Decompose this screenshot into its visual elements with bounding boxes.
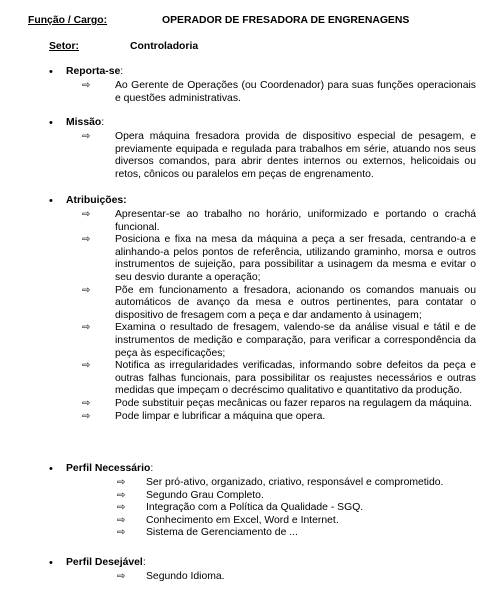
arrow-right-icon: ⇨ — [82, 131, 91, 142]
bullet-icon: • — [49, 557, 53, 569]
section-title: Missão: — [66, 117, 105, 128]
bullet-icon: • — [49, 66, 53, 78]
sector-label: Setor: — [49, 41, 80, 52]
arrow-right-icon: ⇨ — [117, 502, 126, 514]
section-perfil-necessario — [0, 463, 500, 540]
list-item: ⇨ Notifica as irregularidades verificadas, informando sobre defeitos da peça e outras falhas funcionais, para possibilitar os reajustes necessários e outras medidas que impeçam o decréscimo qualitativo e quantitativo da produção. — [82, 360, 476, 397]
list-item: ⇨ Sistema de Gerenciamento de ... — [117, 527, 298, 539]
bullet-icon: • — [49, 463, 53, 475]
arrow-right-icon: ⇨ — [82, 410, 91, 422]
job-title-value: OPERADOR DE FRESADORA DE ENGRENAGENS — [162, 15, 410, 26]
section-atribuicoes — [0, 195, 500, 423]
bullet-icon: • — [49, 117, 53, 129]
arrow-right-icon: ⇨ — [82, 80, 91, 91]
arrow-right-icon: ⇨ — [82, 397, 91, 409]
arrow-right-icon: ⇨ — [82, 234, 91, 246]
sector-row — [16, 41, 490, 55]
list-item: ⇨ Ser pró-ativo, organizado, criativo, responsável e comprometido. — [117, 477, 444, 488]
section-title: Perfil Necessário: — [66, 463, 154, 474]
list-item: ⇨ Põe em funcionamento a fresadora, acionando os comandos manuais ou automáticos de avanço da mesa e outros pertinentes, para contatar o dispositivo de fresagem com a peça e dar andamento à usinagem; — [82, 284, 476, 321]
arrow-right-icon: ⇨ — [82, 322, 91, 334]
arrow-right-icon: ⇨ — [117, 527, 126, 539]
arrow-right-icon: ⇨ — [117, 489, 126, 501]
section-title: Atribuições: — [66, 195, 127, 206]
job-title-row — [16, 15, 490, 29]
section-missao — [0, 117, 500, 181]
job-title-label: Função / Cargo: — [28, 15, 108, 26]
section-title: Perfil Desejável: — [66, 557, 146, 568]
arrow-right-icon: ⇨ — [117, 571, 126, 582]
list-item: ⇨ Integração com a Política da Qualidade - SGQ. — [117, 502, 364, 514]
list-item: ⇨ Ao Gerente de Operações (ou Coordenador) para suas funções operacionais e questões administrativas. — [82, 80, 476, 104]
arrow-right-icon: ⇨ — [117, 514, 126, 526]
list-item: ⇨ Conhecimento em Excel, Word e Internet. — [117, 514, 339, 526]
list-item: ⇨ Pode limpar e lubrificar a máquina que opera. — [82, 410, 326, 422]
list-item: ⇨ Pode substituir peças mecânicas ou fazer reparos na regulagem da máquina. — [82, 397, 472, 409]
list-item: ⇨ Posiciona e fixa na mesa da máquina a peça a ser fresada, centrando-a e alinhando-a pelos pontos de referência, utilizando graminho, morsa e outros instrumentos de sujeição, para possibilitar a usinagem da mesma e evitar o seu desvio durante a operação; — [82, 234, 476, 283]
section-reporta — [0, 66, 500, 105]
list-item: ⇨ Apresentar-se ao trabalho no horário, uniformizado e portando o crachá funcional. — [82, 209, 476, 233]
arrow-right-icon: ⇨ — [82, 284, 91, 296]
arrow-right-icon: ⇨ — [117, 477, 126, 488]
section-title: Reporta-se: — [66, 66, 124, 77]
sector-value: Controladoria — [130, 41, 199, 52]
arrow-right-icon: ⇨ — [82, 209, 91, 220]
arrow-right-icon: ⇨ — [82, 360, 91, 372]
list-item: ⇨ Segundo Idioma. — [117, 571, 225, 582]
section-perfil-desejavel — [0, 557, 500, 584]
list-item: ⇨ Segundo Grau Completo. — [117, 489, 264, 501]
bullet-icon: • — [49, 195, 53, 207]
list-item: ⇨ Examina o resultado de fresagem, valendo-se da análise visual e tátil e de instrumentos de medição e comparação, para verificar a correspondência da peça às especificações; — [82, 322, 476, 359]
list-item: ⇨ Opera máquina fresadora provida de dispositivo especial de pesagem, e previamente equipada e regulada para trabalhos em série, atuando nos seus diversos comandos, para abrir dentes internos ou externos, helicoidais ou retos, cônicos ou paralelos em peças de engrenamento. — [82, 131, 476, 180]
